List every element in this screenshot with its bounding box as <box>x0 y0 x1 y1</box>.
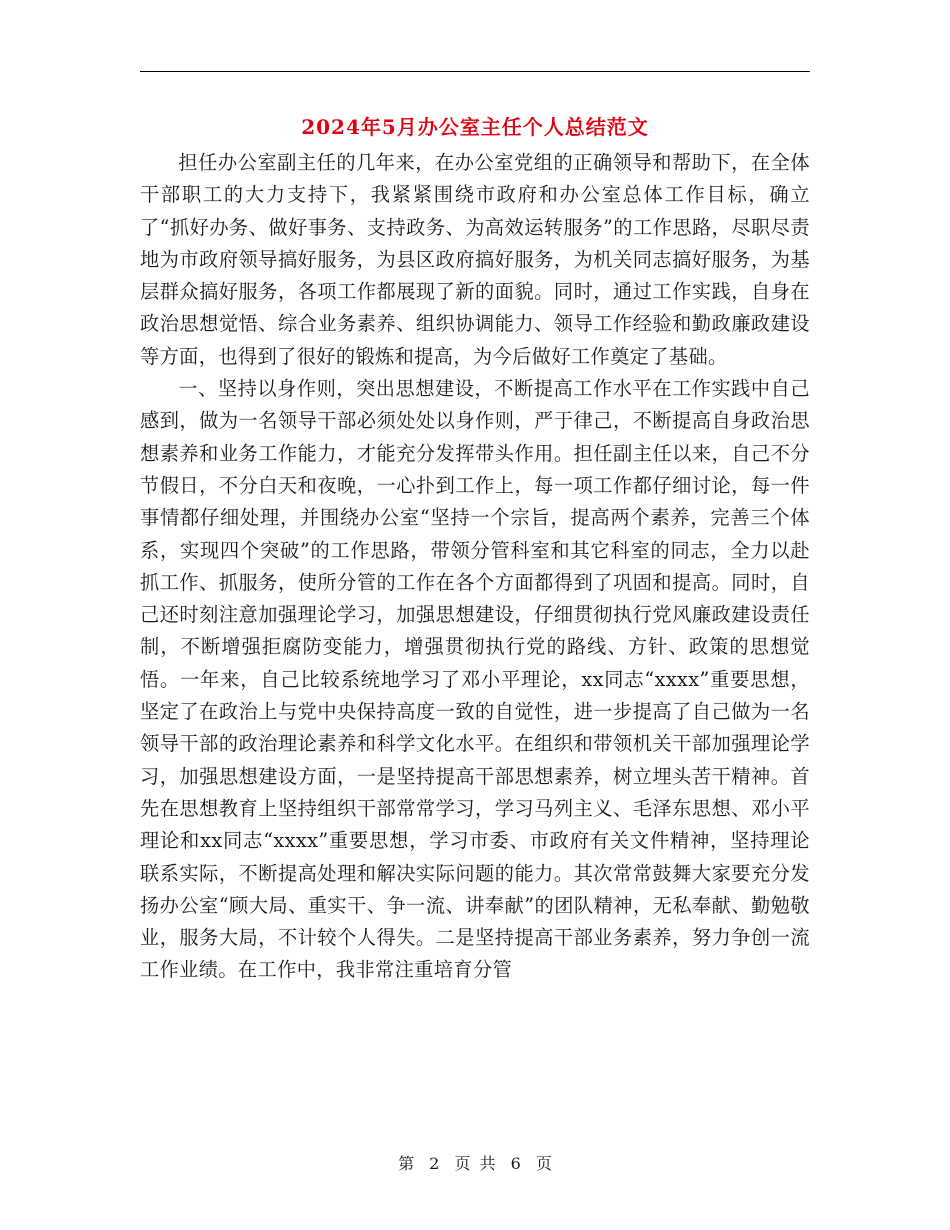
document-body <box>140 147 810 987</box>
page-footer <box>0 1152 950 1176</box>
footer-total-pages: 6 <box>510 1154 521 1173</box>
document-title: 2024年5月办公室主任个人总结范文 <box>301 115 649 139</box>
paragraph-section-one: 一、坚持以身作则，突出思想建设，不断提高工作水平在工作实践中自己感到，做为一名领导干部必须处处以身作则，严于律己，不断提高自身政治思想素养和业务工作能力，才能充分发挥带头作用。担任副主任以来，自己不分节假日，不分白天和夜晚，一心扑到工作上，每一项工作都仔细讨论，每一件事情都仔细处理，并围绕办公室“坚持一个宗旨，提高两个素养，完善三个体系，实现四个突破”的工作思路，带领分管科室和其它科室的同志，全力以赴抓工作、抓服务，使所分管的工作在各个方面都得到了巩固和提高。同时，自己还时刻注意加强理论学习，加强思想建设，仔细贯彻执行党风廉政建设责任制，不断增强拒腐防变能力，增强贯彻执行党的路线、方针、政策的思想觉悟。一年来，自己比较系统地学习了邓小平理论，xx同志“xxxx”重要思想，坚定了在政治上与党中央保持高度一致的自觉性，进一步提高了自己做为一名领导干部的政治理论素养和科学文化水平。在组织和带领机关干部加强理论学习，加强思想建设方面，一是坚持提高干部思想素养，树立埋头苦干精神。首先在思想教育上坚持组织干部常常学习，学习马列主义、毛泽东思想、邓小平理论和xx同志“xxxx”重要思想，学习市委、市政府有关文件精神，坚持理论联系实际，不断提高处理和解决实际问题的能力。其次常常鼓舞大家要充分发扬办公室“顾大局、重实干、争一流、讲奉献”的团队精神，无私奉献、勤勉敬业，服务大局，不计较个人得失。二是坚持提高干部业务素养，努力争创一流工作业绩。在工作中，我非常注重培育分管 <box>140 377 810 982</box>
footer-suffix: 页 <box>535 1154 552 1173</box>
footer-prefix: 第 <box>398 1154 415 1173</box>
footer-middle: 页 共 <box>454 1154 496 1173</box>
footer-current-page: 2 <box>429 1154 440 1173</box>
paragraph-intro: 担任办公室副主任的几年来，在办公室党组的正确领导和帮助下，在全体干部职工的大力支持下，我紧紧围绕市政府和办公室总体工作目标，确立了“抓好办务、做好事务、支持政务、为高效运转服务”的工作思路，尽职尽责地为市政府领导搞好服务，为县区政府搞好服务，为机关同志搞好服务，为基层群众搞好服务，各项工作都展现了新的面貌。同时，通过工作实践，自身在政治思想觉悟、综合业务素养、组织协调能力、领导工作经验和勤政廉政建设等方面，也得到了很好的锻炼和提高，为今后做好工作奠定了基础。 <box>140 151 810 368</box>
header-rule <box>140 71 810 72</box>
